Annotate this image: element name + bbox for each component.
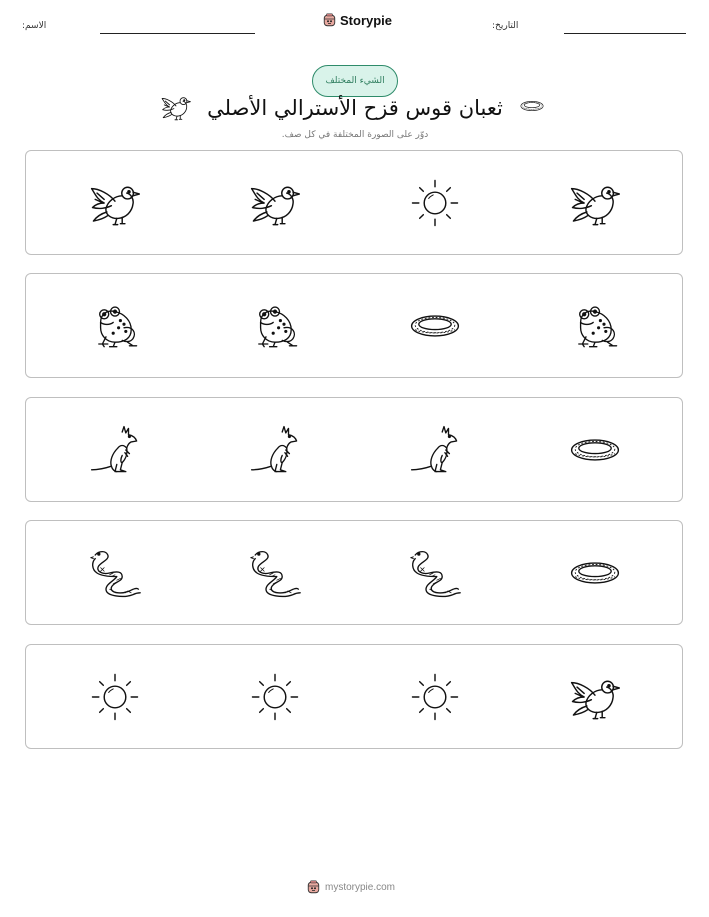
snake-icon[interactable] [88,547,142,599]
worksheet-row [25,273,683,378]
bird-icon[interactable] [568,671,622,723]
sun-icon[interactable] [408,177,462,229]
snake-icon[interactable] [248,547,302,599]
mascot-icon [306,880,321,895]
bird-icon[interactable] [88,177,142,229]
nest-icon [514,94,550,118]
worksheet-row [25,520,683,625]
brand-name: Storypie [340,13,393,28]
nest-icon[interactable] [568,547,622,599]
date-line[interactable] [564,33,686,34]
date-label: التاريخ: [492,21,519,31]
sun-icon[interactable] [248,671,302,723]
bird-icon [160,92,192,122]
name-line[interactable] [100,33,255,34]
nest-icon[interactable] [408,300,462,352]
bird-icon[interactable] [568,177,622,229]
kangaroo-icon[interactable] [408,424,462,476]
footer-url[interactable]: mystorypie.com [325,882,396,893]
nest-icon[interactable] [568,424,622,476]
frog-icon[interactable] [88,300,142,352]
sun-icon[interactable] [88,671,142,723]
activity-badge: الشيء المختلف [312,65,398,97]
kangaroo-icon[interactable] [248,424,302,476]
snake-icon[interactable] [408,547,462,599]
worksheet-row [25,397,683,502]
sun-icon[interactable] [408,671,462,723]
frog-icon[interactable] [248,300,302,352]
footer [306,880,395,895]
kangaroo-icon[interactable] [88,424,142,476]
instructions: دوّر على الصورة المختلفة في كل صف. [281,130,429,140]
mascot-icon [322,13,337,28]
worksheet-row [25,150,683,255]
name-label: الاسم: [22,21,47,31]
worksheet-row [25,644,683,749]
brand-logo [322,13,392,28]
bird-icon[interactable] [248,177,302,229]
page-title: ثعبان قوس قزح الأسترالي الأصلي [207,96,503,120]
frog-icon[interactable] [568,300,622,352]
